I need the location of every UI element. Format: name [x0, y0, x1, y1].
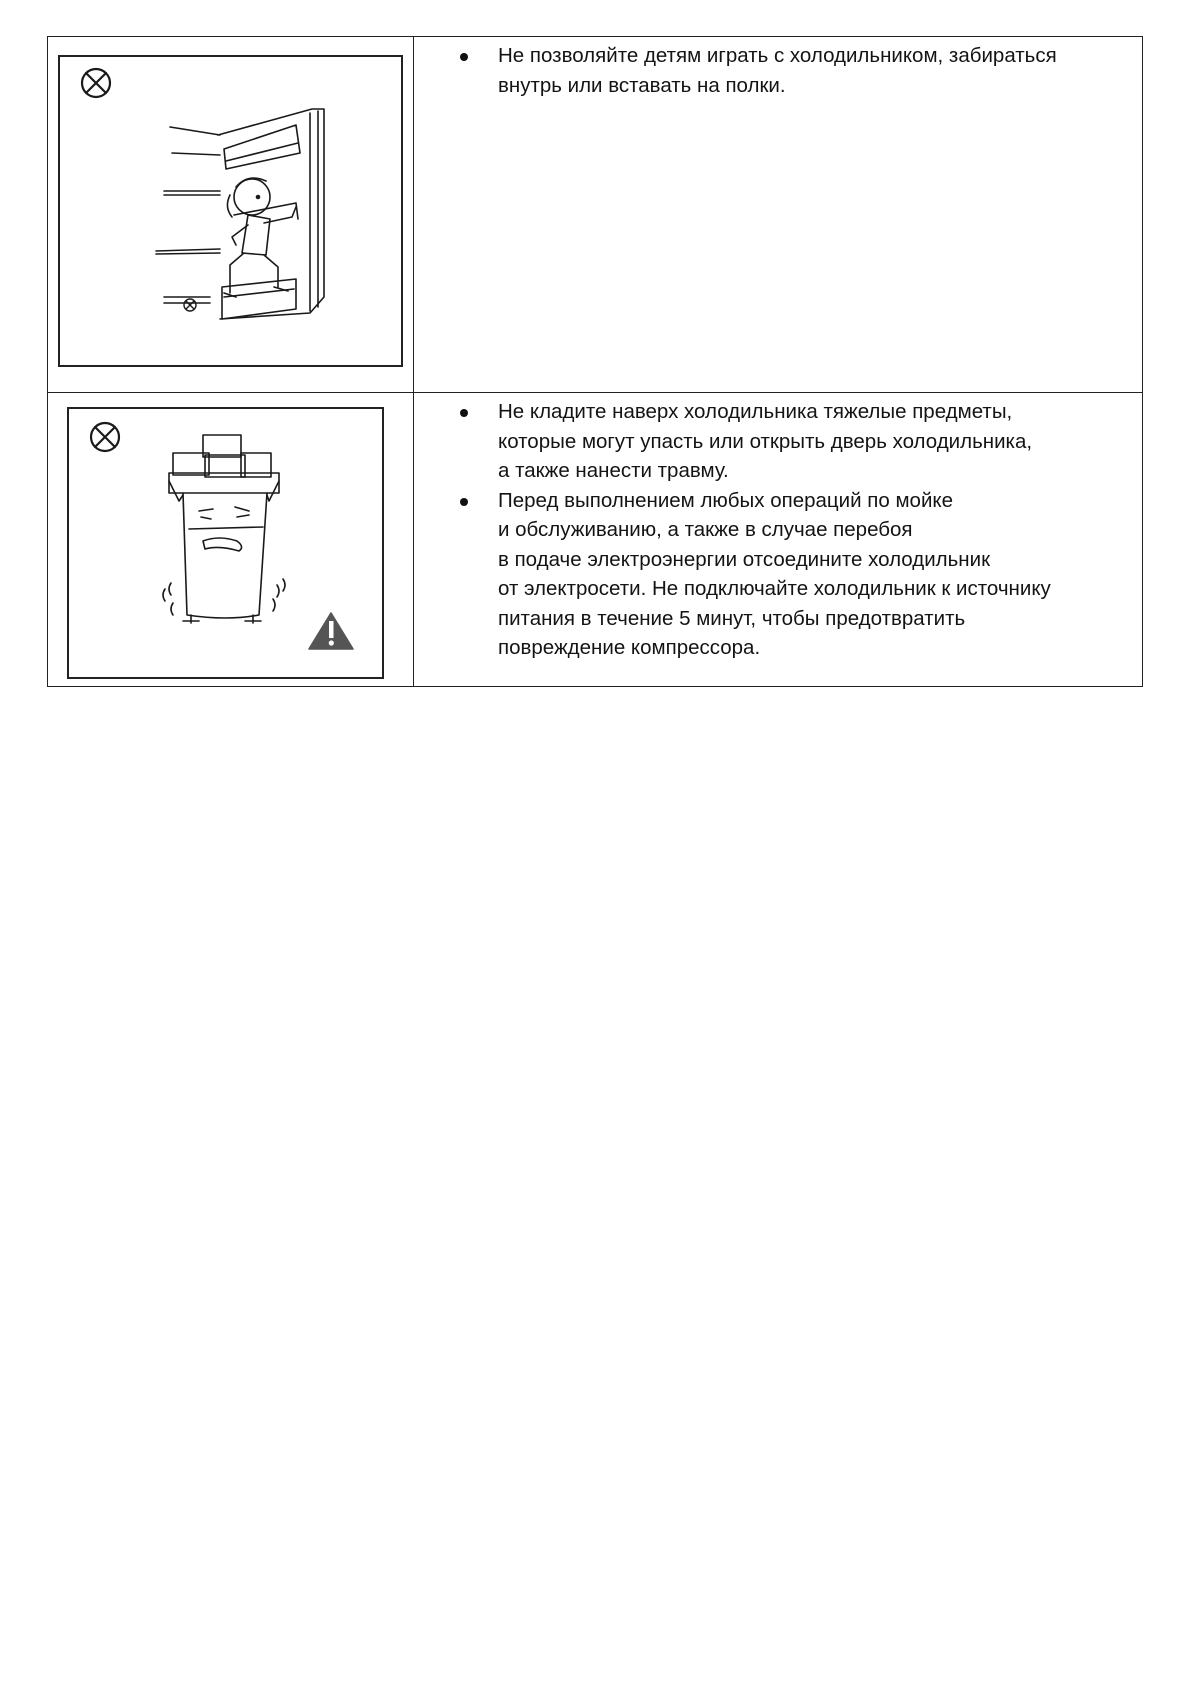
list-item [458, 486, 1112, 663]
bullet-list [458, 397, 1112, 663]
text-line: внутрь или вставать на полки. [498, 73, 786, 97]
table-row [48, 393, 1143, 687]
illustration-cell [48, 37, 414, 393]
text-line: Перед выполнением любых операций по мойке [498, 488, 954, 512]
text-line: Не кладите наверх холодильника тяжелые предметы, [498, 400, 1013, 423]
list-item [458, 41, 1112, 100]
small-prohibition-icon [184, 299, 196, 311]
instruction-cell [414, 37, 1143, 393]
child-figure [224, 178, 296, 297]
child-climbing-illustration [58, 55, 403, 367]
prohibition-icon [82, 69, 110, 97]
text-line: Не позволяйте детям играть с холодильником, забираться [498, 44, 1057, 67]
bullet-icon [460, 53, 468, 61]
text-line: в подаче электроэнергии отсоедините холодильник [498, 547, 991, 571]
list-item [458, 397, 1112, 486]
refrigerator-character [163, 481, 285, 623]
boxes-drawing [169, 435, 279, 493]
bullet-icon [460, 498, 468, 506]
bullet-icon [460, 409, 468, 417]
table-row [48, 37, 1143, 393]
text-line: повреждение компрессора. [498, 636, 761, 659]
warning-triangle-icon [309, 613, 353, 649]
text-line: и обслуживанию, а также в случае перебоя [498, 518, 913, 541]
refrigerator-drawing [156, 109, 324, 319]
safety-instructions-table [47, 36, 1143, 687]
heavy-objects-illustration [67, 407, 384, 679]
bullet-list [458, 41, 1112, 100]
text-line: а также нанести травму. [498, 459, 729, 482]
text-line: которые могут упасть или открыть дверь холодильника, [498, 429, 1033, 453]
illustration-cell [48, 393, 414, 687]
text-line: питания в течение 5 минут, чтобы предотвратить [498, 606, 966, 630]
prohibition-icon [91, 423, 119, 451]
instruction-cell [414, 393, 1143, 687]
text-line: от электросети. Не подключайте холодильник к источнику [498, 577, 1051, 600]
